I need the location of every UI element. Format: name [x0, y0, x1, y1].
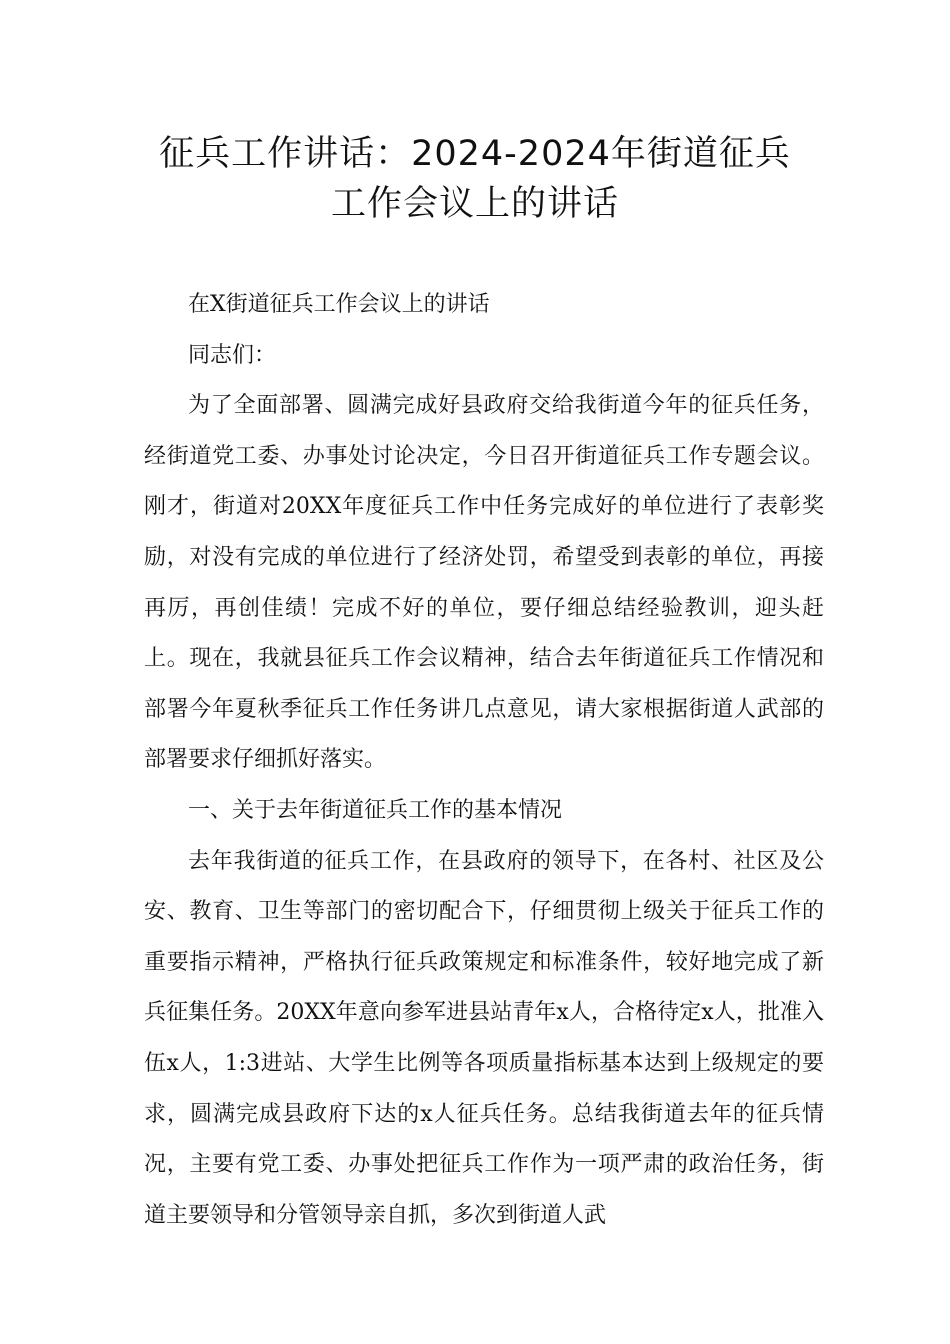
document-title-line-1: 征兵工作讲话：2024-2024年街道征兵 — [159, 134, 791, 174]
paragraph-section-1: 去年我街道的征兵工作，在县政府的领导下，在各村、社区及公安、教育、卫生等部门的密切配合下，仔细贯彻上级关于征兵工作的重要指示精神，严格执行征兵政策规定和标准条件，较好地完成了新兵征集任务。20XX年意向参军进县站青年x人，合格待定x人，批准入伍x人，1:3进站、大学生比例等各项质量指标基本达到上级规定的要求，圆满完成县政府下达的x人征兵任务。总结我街道去年的征兵情况，主要有党工委、办事处把征兵工作作为一项严肃的政治任务，街道主要领导和分管领导亲自抓，多次到街道人武 — [144, 848, 824, 1228]
paragraph-intro: 为了全面部署、圆满完成好县政府交给我街道今年的征兵任务，经街道党工委、办事处讨论决定，今日召开街道征兵工作专题会议。刚才，街道对20XX年度征兵工作中任务完成好的单位进行了表彰奖励，对没有完成的单位进行了经济处罚，希望受到表彰的单位，再接再厉，再创佳绩！完成不好的单位，要仔细总结经验教训，迎头赶上。现在，我就县征兵工作会议精神，结合去年街道征兵工作情况和部署今年夏秋季征兵工作任务讲几点意见，请大家根据街道人武部的部署要求仔细抓好落实。 — [144, 393, 824, 773]
speech-heading: 在X街道征兵工作会议上的讲话 — [188, 292, 490, 317]
document-body — [144, 280, 824, 1241]
section-heading-1: 一、关于去年街道征兵工作的基本情况 — [188, 797, 563, 823]
salutation: 同志们： — [188, 342, 277, 368]
document-title-line-2: 工作会议上的讲话 — [330, 184, 619, 224]
